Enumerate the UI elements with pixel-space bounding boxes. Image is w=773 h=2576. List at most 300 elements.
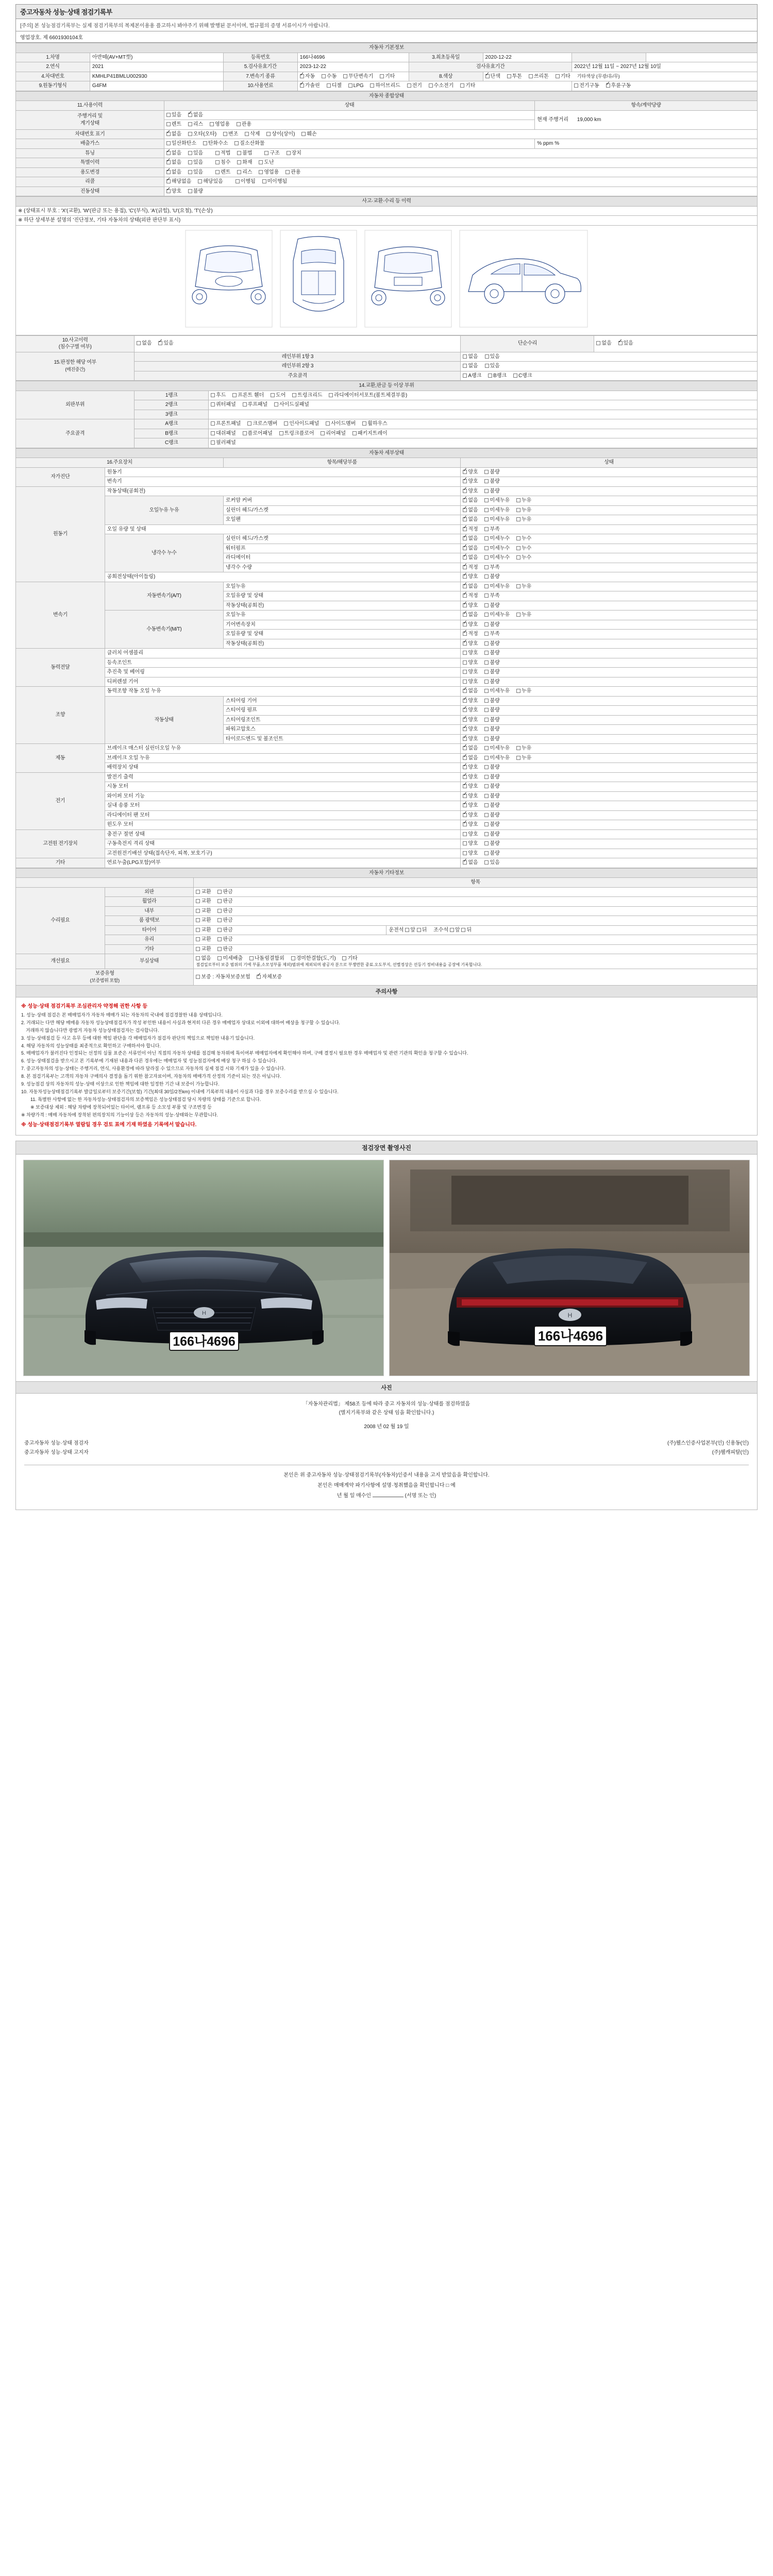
opt-alt-good[interactable]: ✓ 양호 bbox=[463, 774, 478, 781]
opt-sg-good[interactable]: ✓ 양호 bbox=[463, 698, 478, 705]
opt-emission-co[interactable]: 일산화탄소 bbox=[166, 140, 196, 147]
chk-dash-panel[interactable]: 대쉬패널 bbox=[211, 430, 236, 437]
chk-cross-member[interactable]: 크로스멤버 bbox=[247, 420, 277, 428]
chk-hood[interactable]: 후드 bbox=[211, 392, 226, 399]
confirm-date-line: 년 월 일 매수인 bbox=[337, 1493, 372, 1499]
opt-sub2-yes[interactable]: 있음 bbox=[485, 363, 500, 370]
opt-fuel-hybrid[interactable]: 하이브리드 bbox=[370, 82, 400, 90]
opt-starter-good[interactable]: ✓ 양호 bbox=[463, 783, 478, 790]
opt-fuel-ev[interactable]: 전기 bbox=[407, 82, 422, 90]
opt-wheel-exchange[interactable]: 교환 bbox=[196, 898, 211, 905]
opt-rad-minor[interactable]: 미세누수 bbox=[484, 554, 510, 562]
label-main-frame: 주요골격 bbox=[16, 419, 135, 448]
opt-ph-good[interactable]: ✓ 양호 bbox=[463, 726, 478, 733]
opt-tuning-yes[interactable]: 있음 bbox=[188, 150, 203, 157]
opt-tire-driver[interactable]: 운전석 앞 뒤 bbox=[389, 927, 427, 933]
opt-cyl-none[interactable]: ✓ 없음 bbox=[463, 507, 478, 514]
opt-imp-light[interactable]: 경미한결함(도,기) bbox=[291, 955, 336, 962]
notice-item-10: 10. 자동차성능상태점검기록부 발급일로부터 보증기간(보험) 기간(최대 30일/2천km) 이내에 기록부의 내용이 사실과 다를 경우 보증수리를 받으실 수 있습니다. bbox=[21, 1089, 339, 1095]
part-cyl-head2: 실린더 헤드/가스켓 bbox=[223, 534, 460, 544]
opt-oilpan-minor[interactable]: 미세누유 bbox=[484, 516, 510, 523]
repair-state-etc bbox=[194, 944, 758, 954]
opt-trans-auto[interactable]: ✓ 자동 bbox=[300, 73, 315, 80]
opt-tuning-device[interactable]: 장치 bbox=[287, 150, 301, 157]
opt-at-work-bad[interactable]: 불량 bbox=[484, 602, 499, 609]
opt-fuelleak-yes[interactable]: 있음 bbox=[484, 859, 499, 867]
notice-item-13: ※ 차량가격 : 매매 자동차에 장착된 편의장치의 기능이상 등은 자동차의 성능·상태와는 무관합니다. bbox=[21, 1112, 219, 1117]
rank-3: 3랭크 bbox=[135, 410, 209, 419]
photo-rear bbox=[389, 1160, 750, 1376]
opt-win-bad[interactable]: 불량 bbox=[484, 821, 499, 828]
opt-ps-minor[interactable]: 미세누유 bbox=[484, 688, 510, 695]
opt-cyl2-leak[interactable]: 누수 bbox=[516, 535, 531, 543]
part-steering-gear: 스티어링 기어 bbox=[223, 696, 460, 706]
part-fuel-leak: 연료누출(LPG포함)여부 bbox=[105, 858, 461, 868]
opt-comm-rent[interactable]: 렌트 bbox=[166, 121, 181, 128]
opt-sub1-none[interactable]: 없음 bbox=[463, 353, 478, 361]
opt-acc-yes[interactable]: ✓ 있음 bbox=[158, 340, 173, 347]
opt-trans-manual[interactable]: 수동 bbox=[322, 73, 337, 80]
opt-wp-leak[interactable]: 누수 bbox=[516, 545, 531, 552]
opt-acc-none[interactable]: 없음 bbox=[137, 340, 152, 347]
opt-emission-hc[interactable]: 탄화수소 bbox=[203, 140, 228, 147]
state-wiper bbox=[461, 791, 758, 801]
opt-tire-passenger[interactable]: 조수석 앞 뒤 bbox=[433, 927, 472, 933]
label-special-history: 특별이력 bbox=[16, 158, 164, 168]
opt-at-work-good[interactable]: ✓ 양호 bbox=[463, 602, 478, 609]
opt-outer-exchange[interactable]: 교환 bbox=[196, 889, 211, 896]
notice-item-12: ※ 보증대상 제외 : 해당 차량에 장착되어있는 타이어, 램프류 등 소모성 부품 및 구조변경 등 bbox=[30, 1105, 212, 1110]
opt-tuning-structure[interactable]: 구조 bbox=[264, 150, 279, 157]
opt-bo-leak[interactable]: 누유 bbox=[516, 755, 531, 762]
label-valid-period: 검사유효기간 bbox=[409, 62, 572, 72]
opt-clutch-bad[interactable]: 불량 bbox=[484, 650, 499, 657]
opt-special-none[interactable]: ✓ 없음 bbox=[166, 159, 181, 166]
chk-rear-panel[interactable]: 리어패널 bbox=[321, 430, 346, 437]
col-state: 상태 bbox=[164, 101, 535, 111]
opt-sp-good[interactable]: ✓ 양호 bbox=[463, 707, 478, 714]
opt-cp-good[interactable]: 양호 bbox=[463, 831, 478, 838]
opt-recall-na[interactable]: ✓ 해당없음 bbox=[166, 178, 192, 185]
opt-comm-gov[interactable]: 관용 bbox=[237, 121, 251, 128]
notice-subtitle: ※ 성능·상태 점검기록부 조심관리자 약정해 권한 사항 등 bbox=[21, 1004, 148, 1010]
chk-quarter-panel[interactable]: 쿼터패널 bbox=[211, 401, 236, 409]
opt-ps-none[interactable]: ✓ 없음 bbox=[463, 688, 478, 695]
confirm-text-1: 본인은 위 중고자동차 성능·상태점검기록부(자동차)인증서 내용을 고지 받았음을 확인합니다. bbox=[283, 1472, 490, 1479]
value-color bbox=[483, 72, 757, 81]
opt-oillevel-ok[interactable]: ✓ 적정 bbox=[463, 526, 478, 533]
part-engine-diag: 원동기 bbox=[105, 467, 461, 477]
value-vin-mark bbox=[164, 129, 757, 139]
opt-diff-good[interactable]: 양호 bbox=[463, 679, 478, 686]
opt-sub3-c[interactable]: C랭크 bbox=[513, 372, 532, 380]
repair-state-interior bbox=[194, 906, 758, 916]
opt-fan-good[interactable]: ✓ 양호 bbox=[463, 812, 478, 819]
opt-fuel-etc[interactable]: 기타 bbox=[460, 82, 475, 90]
chk-trunk-lid[interactable]: 트렁크리드 bbox=[292, 392, 322, 399]
opt-special-fire[interactable]: 화재 bbox=[237, 159, 252, 166]
part-steering-pump: 스티어링 펌프 bbox=[223, 706, 460, 716]
label-improve: 개선필요 bbox=[16, 954, 105, 969]
section-title-other: 자동차 기타정보 bbox=[16, 868, 758, 878]
section-overall-state bbox=[15, 91, 758, 197]
opt-trans-etc[interactable]: 기타 bbox=[380, 73, 395, 80]
opt-prop-bad[interactable]: 불량 bbox=[484, 669, 499, 676]
opt-clutch-good[interactable]: 양호 bbox=[463, 650, 478, 657]
value-valid-period: 2022년 12월 11일 ~ 2027년 12월 10일 bbox=[572, 62, 758, 72]
opt-coolant-low[interactable]: 부족 bbox=[484, 564, 499, 571]
opt-sp-bad[interactable]: 불량 bbox=[484, 707, 499, 714]
label-vibration: 진동상태 bbox=[16, 187, 164, 196]
chk-trunk-floor[interactable]: 트렁크플로어 bbox=[279, 430, 314, 437]
opt-special-theft[interactable]: 도난 bbox=[259, 159, 274, 166]
color-note: 기타색상 (무광/유/무) bbox=[577, 73, 620, 79]
opt-usechg-biz[interactable]: 영업용 bbox=[259, 169, 279, 176]
opt-fuel-h2[interactable]: 수소전기 bbox=[429, 82, 454, 90]
label-flood-judge: 15.판정한 해당 여부 (매진중간) bbox=[16, 352, 135, 381]
opt-comm-lease[interactable]: 리스 bbox=[188, 121, 203, 128]
opt-special-flood[interactable]: 침수 bbox=[215, 159, 230, 166]
opt-vib-good[interactable]: ✓ 양호 bbox=[166, 188, 181, 195]
opt-mc-none[interactable]: ✓ 없음 bbox=[463, 745, 478, 752]
opt-tr-good[interactable]: ✓ 양호 bbox=[463, 736, 478, 743]
opt-rad-leak[interactable]: 누수 bbox=[516, 554, 531, 562]
state-at-level bbox=[461, 591, 758, 601]
notice-item-3: 3. 성능·상태점검 등 사고 유무 등에 대한 책임 판단을 각 매매업자가 점검자 판단의 책임으로 책임한 내용기 있습니다. bbox=[21, 1035, 255, 1041]
value-emission-unit: % ppm % bbox=[535, 139, 758, 149]
table-replaced-parts bbox=[15, 381, 758, 448]
chk-side-member[interactable]: 사이드멤버 bbox=[326, 420, 356, 428]
repair-state-tire bbox=[194, 925, 386, 935]
chk-package-tray[interactable]: 패키지트레이 bbox=[352, 430, 388, 437]
opt-hvw-good[interactable]: 양호 bbox=[463, 850, 478, 857]
opt-mc-minor[interactable]: 미세누유 bbox=[484, 745, 510, 752]
opt-mt-leak-leak[interactable]: 누유 bbox=[516, 612, 531, 619]
opt-mt-gear-bad[interactable]: 불량 bbox=[484, 621, 499, 629]
opt-trans-semi[interactable]: 무단변속기 bbox=[343, 73, 373, 80]
col-repair-part: 항목 bbox=[194, 878, 758, 888]
opt-cp-bad[interactable]: 불량 bbox=[484, 831, 499, 838]
opt-drive-rear[interactable]: ✓ 후륜구동 bbox=[606, 82, 631, 90]
opt-usechg-yes[interactable]: 있음 bbox=[188, 169, 203, 176]
opt-sub3-b[interactable]: B랭크 bbox=[488, 372, 507, 380]
opt-coolant-ok[interactable]: ✓ 적정 bbox=[463, 564, 478, 571]
repair-state-glass bbox=[194, 935, 758, 945]
section-accident-history bbox=[15, 196, 758, 226]
opt-blower-good[interactable]: ✓ 양호 bbox=[463, 802, 478, 809]
opt-fuel-diesel[interactable]: 디젤 bbox=[327, 82, 342, 90]
opt-recall-yes[interactable]: 해당있음 bbox=[198, 178, 223, 185]
label-usage-history: 11.사용이력 bbox=[16, 101, 164, 111]
opt-tuning-illegal[interactable]: 불법 bbox=[237, 150, 252, 157]
opt-wp-minor[interactable]: 미세누수 bbox=[484, 545, 510, 552]
opt-starter-bad[interactable]: 불량 bbox=[484, 783, 499, 790]
section-title-basic: 자동차 기본정보 bbox=[16, 43, 758, 53]
chk-side-sill[interactable]: 사이드실패널 bbox=[274, 401, 309, 409]
opt-etc-bodywork[interactable]: 판금 bbox=[217, 946, 232, 953]
opt-glass-bodywork[interactable]: 판금 bbox=[217, 936, 232, 943]
opt-mt-leak-minor[interactable]: 미세누유 bbox=[484, 612, 510, 619]
opt-at-level-low[interactable]: 부족 bbox=[484, 592, 499, 600]
opt-trans-diag-bad[interactable]: 불량 bbox=[484, 478, 499, 485]
label-plate: 등록번호 bbox=[223, 53, 297, 62]
opt-sub1-yes[interactable]: 있음 bbox=[485, 353, 500, 361]
label-recall: 리콜 bbox=[16, 177, 164, 187]
opt-cyl-leak[interactable]: 누유 bbox=[516, 507, 531, 514]
opt-imp-defect[interactable]: 나돌럼결함외 bbox=[249, 955, 284, 962]
label-vinshort bbox=[572, 53, 646, 62]
section-basic-info bbox=[15, 43, 758, 91]
opt-booster-bad[interactable]: 불량 bbox=[484, 764, 499, 771]
opt-oilpan-none[interactable]: ✓ 없음 bbox=[463, 516, 478, 523]
opt-room-bodywork[interactable]: 판금 bbox=[217, 917, 232, 924]
car-diagram bbox=[15, 226, 758, 335]
mileage-label: 현재 주행거리 bbox=[537, 116, 569, 123]
group-transmission: 변속기 bbox=[16, 582, 105, 649]
opt-wp-none[interactable]: ✓ 없음 bbox=[463, 545, 478, 552]
opt-cv-bad[interactable]: 불량 bbox=[484, 659, 499, 667]
opt-drive-front[interactable]: 전기구동 bbox=[574, 82, 599, 90]
rank-3-items bbox=[209, 410, 758, 419]
chk-front-panel[interactable]: 프론트패널 bbox=[211, 420, 241, 428]
opt-idling-good[interactable]: ✓ 양호 bbox=[463, 573, 478, 581]
opt-sub3-a[interactable]: A랭크 bbox=[463, 372, 481, 380]
chk-radiator-support[interactable]: 라디에이터서포트(볼트체결부품) bbox=[329, 392, 407, 399]
opt-sg-bad[interactable]: 불량 bbox=[484, 698, 499, 705]
opt-mt-gear-good[interactable]: ✓ 양호 bbox=[463, 621, 478, 629]
value-drive bbox=[572, 81, 758, 91]
photo-caption: 사진 bbox=[15, 1382, 758, 1394]
state-cyl-head2 bbox=[461, 534, 758, 544]
rank-1: 1랭크 bbox=[135, 391, 209, 400]
opt-hvb-bad[interactable]: 불량 bbox=[484, 840, 499, 848]
opt-color-etc[interactable]: 기타 bbox=[556, 73, 570, 80]
opt-at-leak-minor[interactable]: 미세누유 bbox=[484, 583, 510, 590]
state-brake-oil bbox=[461, 753, 758, 763]
repair-state-room bbox=[194, 916, 758, 926]
part-tie-rod: 타이로드엔드 및 볼조인트 bbox=[223, 734, 460, 744]
opt-comm-biz[interactable]: 영업용 bbox=[210, 121, 230, 128]
opt-room-exchange[interactable]: 교환 bbox=[196, 917, 211, 924]
value-sub1 bbox=[461, 352, 758, 362]
opt-hvb-good[interactable]: 양호 bbox=[463, 840, 478, 848]
opt-diff-bad[interactable]: 불량 bbox=[484, 679, 499, 686]
state-mt-gear bbox=[461, 620, 758, 630]
opt-ps-leak[interactable]: 누유 bbox=[516, 688, 531, 695]
opt-outer-bodywork[interactable]: 판금 bbox=[217, 889, 232, 896]
opt-booster-good[interactable]: ✓ 양호 bbox=[463, 764, 478, 771]
rank-1-items bbox=[209, 391, 758, 400]
opt-cyl2-none[interactable]: ✓ 없음 bbox=[463, 535, 478, 543]
opt-simple-yes[interactable]: ✓ 있음 bbox=[618, 340, 633, 347]
opt-warranty-self[interactable]: ✓ 자체보증 bbox=[257, 974, 282, 981]
section-title-replaced: 14.교환,판금 등 이상 부위 bbox=[16, 381, 758, 391]
state-steering-joint bbox=[461, 715, 758, 725]
state-at-work bbox=[461, 601, 758, 611]
opt-fuel-lpg[interactable]: LPG bbox=[348, 82, 364, 90]
opt-fuel-gasoline[interactable]: ✓ 가솔린 bbox=[300, 82, 320, 90]
opt-imp-none[interactable]: 없음 bbox=[196, 955, 211, 962]
plate-number-rear: 166나4696 bbox=[537, 1328, 603, 1344]
repair-part-outer: 외판 bbox=[105, 887, 194, 897]
opt-vin-mod[interactable]: 변조 bbox=[223, 131, 238, 138]
part-water-pump: 워터펌프 bbox=[223, 544, 460, 553]
state-radiator bbox=[461, 553, 758, 563]
col-part-name: 항목/해당부품 bbox=[223, 458, 460, 468]
opt-emission-nox[interactable]: 질소산화물 bbox=[234, 140, 264, 147]
group-engine: 원동기 bbox=[16, 486, 105, 582]
opt-eng-diag-good[interactable]: ✓ 양호 bbox=[463, 469, 478, 476]
opt-color-three[interactable]: 쓰리톤 bbox=[529, 73, 549, 80]
opt-simple-none[interactable]: 없음 bbox=[596, 340, 611, 347]
opt-vin-diff[interactable]: 상이(상이) bbox=[266, 131, 295, 138]
opt-tire-bodywork[interactable]: 판금 bbox=[217, 927, 232, 934]
opt-imp-minor[interactable]: 미세배출 bbox=[217, 955, 243, 962]
state-cyl-head bbox=[461, 505, 758, 515]
opt-rad-none[interactable]: ✓ 없음 bbox=[463, 554, 478, 562]
opt-sj-bad[interactable]: 불량 bbox=[484, 717, 499, 724]
col-mileage: 항속/계약당량 bbox=[535, 101, 758, 111]
opt-at-leak-leak[interactable]: 누유 bbox=[516, 583, 531, 590]
opt-vin-del[interactable]: 삭제 bbox=[245, 131, 260, 138]
value-plate: 166나4696 bbox=[297, 53, 409, 62]
label-commercial-history: 주행거리 및 계기상태 bbox=[16, 110, 164, 129]
opt-ph-bad[interactable]: 불량 bbox=[484, 726, 499, 733]
chk-roof-panel[interactable]: 루프패널 bbox=[243, 401, 268, 409]
opt-bo-none[interactable]: ✓ 없음 bbox=[463, 755, 478, 762]
opt-sub2-none[interactable]: 없음 bbox=[463, 363, 478, 370]
opt-comm-yes[interactable]: 있음 bbox=[166, 112, 181, 119]
opt-tuning-legal[interactable]: 적법 bbox=[215, 150, 230, 157]
chk-door[interactable]: 도어 bbox=[271, 392, 285, 399]
opt-usechg-rent[interactable]: 렌트 bbox=[215, 169, 230, 176]
part-at-leak: 오일누유 bbox=[223, 582, 460, 591]
state-trans-diag bbox=[461, 477, 758, 487]
opt-comm-no[interactable]: ✓ 없음 bbox=[188, 112, 203, 119]
opt-at-leak-none[interactable]: ✓ 없음 bbox=[463, 583, 478, 590]
opt-idle-good[interactable]: ✓ 양호 bbox=[463, 488, 478, 495]
state-master-cyl bbox=[461, 744, 758, 754]
opt-vin-dmg[interactable]: 훼손 bbox=[301, 131, 316, 138]
opt-vin-typo[interactable]: 오타(오타) bbox=[188, 131, 216, 138]
opt-tuning-none[interactable]: ✓ 없음 bbox=[166, 150, 181, 157]
opt-wiper-bad[interactable]: 불량 bbox=[484, 793, 499, 800]
state-engine-diag bbox=[461, 467, 758, 477]
opt-rocker-leak[interactable]: 누유 bbox=[516, 497, 531, 504]
opt-rocker-none[interactable]: ✓ 없음 bbox=[463, 497, 478, 504]
col-part-state: 상태 bbox=[461, 458, 758, 468]
opt-usechg-lease[interactable]: 리스 bbox=[237, 169, 252, 176]
opt-vin-none[interactable]: ✓ 없음 bbox=[166, 131, 181, 138]
repair-part-wheel: 휠얼라 bbox=[105, 897, 194, 907]
opt-tire-exchange[interactable]: 교환 bbox=[196, 927, 211, 934]
svg-text:H: H bbox=[202, 1310, 206, 1317]
notice-item-7: 7. 중고자동차의 성능·상태는 주행거리, 연식, 사용환경에 따라 달라질 수 있으므로 자동차의 실제 점검 시와 기재가 있을 수 있습니다. bbox=[21, 1066, 285, 1072]
value-fueltype bbox=[297, 81, 572, 91]
opt-tr-bad[interactable]: 불량 bbox=[484, 736, 499, 743]
opt-color-two[interactable]: 투톤 bbox=[507, 73, 522, 80]
opt-interior-exchange[interactable]: 교환 bbox=[196, 908, 211, 915]
opt-wiper-good[interactable]: ✓ 양호 bbox=[463, 793, 478, 800]
opt-etc-exchange[interactable]: 교환 bbox=[196, 946, 211, 953]
opt-fuelleak-none[interactable]: ✓ 없음 bbox=[463, 859, 478, 867]
opt-idle-bad[interactable]: 불량 bbox=[484, 488, 499, 495]
opt-usechg-none[interactable]: ✓ 없음 bbox=[166, 169, 181, 176]
opt-mt-level-ok[interactable]: ✓ 적정 bbox=[463, 631, 478, 638]
opt-recall-notdone[interactable]: 미이행됨 bbox=[262, 178, 288, 185]
opt-cyl2-minor[interactable]: 미세누수 bbox=[484, 535, 510, 543]
opt-trans-diag-good[interactable]: ✓ 양호 bbox=[463, 478, 478, 485]
opt-at-level-ok[interactable]: ✓ 적정 bbox=[463, 592, 478, 600]
label-color: 8.색상 bbox=[409, 72, 483, 81]
opt-alt-bad[interactable]: 불량 bbox=[484, 774, 499, 781]
chk-inside-panel[interactable]: 인사이드패널 bbox=[284, 420, 319, 428]
label-warranty: 보증유형 (보증범위 포함) bbox=[16, 969, 194, 986]
state-coolant-level bbox=[461, 563, 758, 572]
opt-fan-bad[interactable]: 불량 bbox=[484, 812, 499, 819]
value-improve bbox=[194, 954, 758, 969]
label-improve-sub: 부실상태 bbox=[105, 954, 194, 969]
chk-front-fender[interactable]: 프론트 휀더 bbox=[232, 392, 264, 399]
opt-usechg-gov[interactable]: 관용 bbox=[285, 169, 300, 176]
chk-pillar-panel[interactable]: 필러패널 bbox=[211, 439, 236, 447]
part-clutch: 클러치 어셈블리 bbox=[105, 649, 461, 658]
label-sub1: 레인부위 1항 3 bbox=[135, 352, 461, 362]
opt-sj-good[interactable]: ✓ 양호 bbox=[463, 717, 478, 724]
opt-mt-work-bad[interactable]: 불량 bbox=[484, 640, 499, 648]
opt-mt-work-good[interactable]: ✓ 양호 bbox=[463, 640, 478, 648]
opt-win-good[interactable]: ✓ 양호 bbox=[463, 821, 478, 828]
opt-mt-leak-none[interactable]: ✓ 없음 bbox=[463, 612, 478, 619]
opt-interior-bodywork[interactable]: 판금 bbox=[217, 908, 232, 915]
signature-block bbox=[15, 1394, 758, 1510]
chk-wheel-house[interactable]: 휠하우스 bbox=[362, 420, 388, 428]
opt-oilpan-leak[interactable]: 누유 bbox=[516, 516, 531, 523]
opt-bo-minor[interactable]: 미세누유 bbox=[484, 755, 510, 762]
value-trans bbox=[297, 72, 409, 81]
part-idling: 공회전상태(아이들링) bbox=[105, 572, 461, 582]
chk-floor-panel[interactable]: 플로어패널 bbox=[243, 430, 273, 437]
opt-wheel-bodywork[interactable]: 판금 bbox=[217, 898, 232, 905]
label-firstreg: 3.최초등록일 bbox=[409, 53, 483, 62]
opt-vib-bad[interactable]: 불량 bbox=[188, 188, 203, 195]
opt-recall-done[interactable]: 이행됨 bbox=[236, 178, 256, 185]
confirm-text-3[interactable]: 본인은 매매계약 파기사항에 설명·청취했음을 확인합니다 □ 예 bbox=[317, 1483, 456, 1489]
opt-idling-bad[interactable]: 불량 bbox=[484, 573, 499, 581]
repair-state-outer bbox=[194, 887, 758, 897]
state-starter bbox=[461, 782, 758, 792]
opt-warranty-insurance[interactable]: 보증 : 자동차보증보험 bbox=[196, 974, 250, 981]
opt-prop-good[interactable]: 양호 bbox=[463, 669, 478, 676]
opt-imp-etc[interactable]: 기타 bbox=[342, 955, 357, 962]
opt-cv-good[interactable]: 양호 bbox=[463, 659, 478, 667]
opt-eng-diag-bad[interactable]: 불량 bbox=[484, 469, 499, 476]
opt-special-yes[interactable]: 있음 bbox=[188, 159, 203, 166]
value-special-history bbox=[164, 158, 757, 168]
opt-blower-bad[interactable]: 불량 bbox=[484, 802, 499, 809]
opt-color-single[interactable]: ✓ 단색 bbox=[485, 73, 500, 80]
opt-oillevel-low[interactable]: 부족 bbox=[484, 526, 499, 533]
opt-cyl-minor[interactable]: 미세누유 bbox=[484, 507, 510, 514]
repair-part-etc: 기타 bbox=[105, 944, 194, 954]
opt-mt-level-low[interactable]: 부족 bbox=[484, 631, 499, 638]
photo-section-title: 점검장면 촬영사진 bbox=[15, 1141, 758, 1155]
opt-mc-leak[interactable]: 누유 bbox=[516, 745, 531, 752]
value-simple-repair bbox=[594, 335, 758, 352]
opt-hvw-bad[interactable]: 불량 bbox=[484, 850, 499, 857]
opt-rocker-minor[interactable]: 미세누유 bbox=[484, 497, 510, 504]
opt-glass-exchange[interactable]: 교환 bbox=[196, 936, 211, 943]
